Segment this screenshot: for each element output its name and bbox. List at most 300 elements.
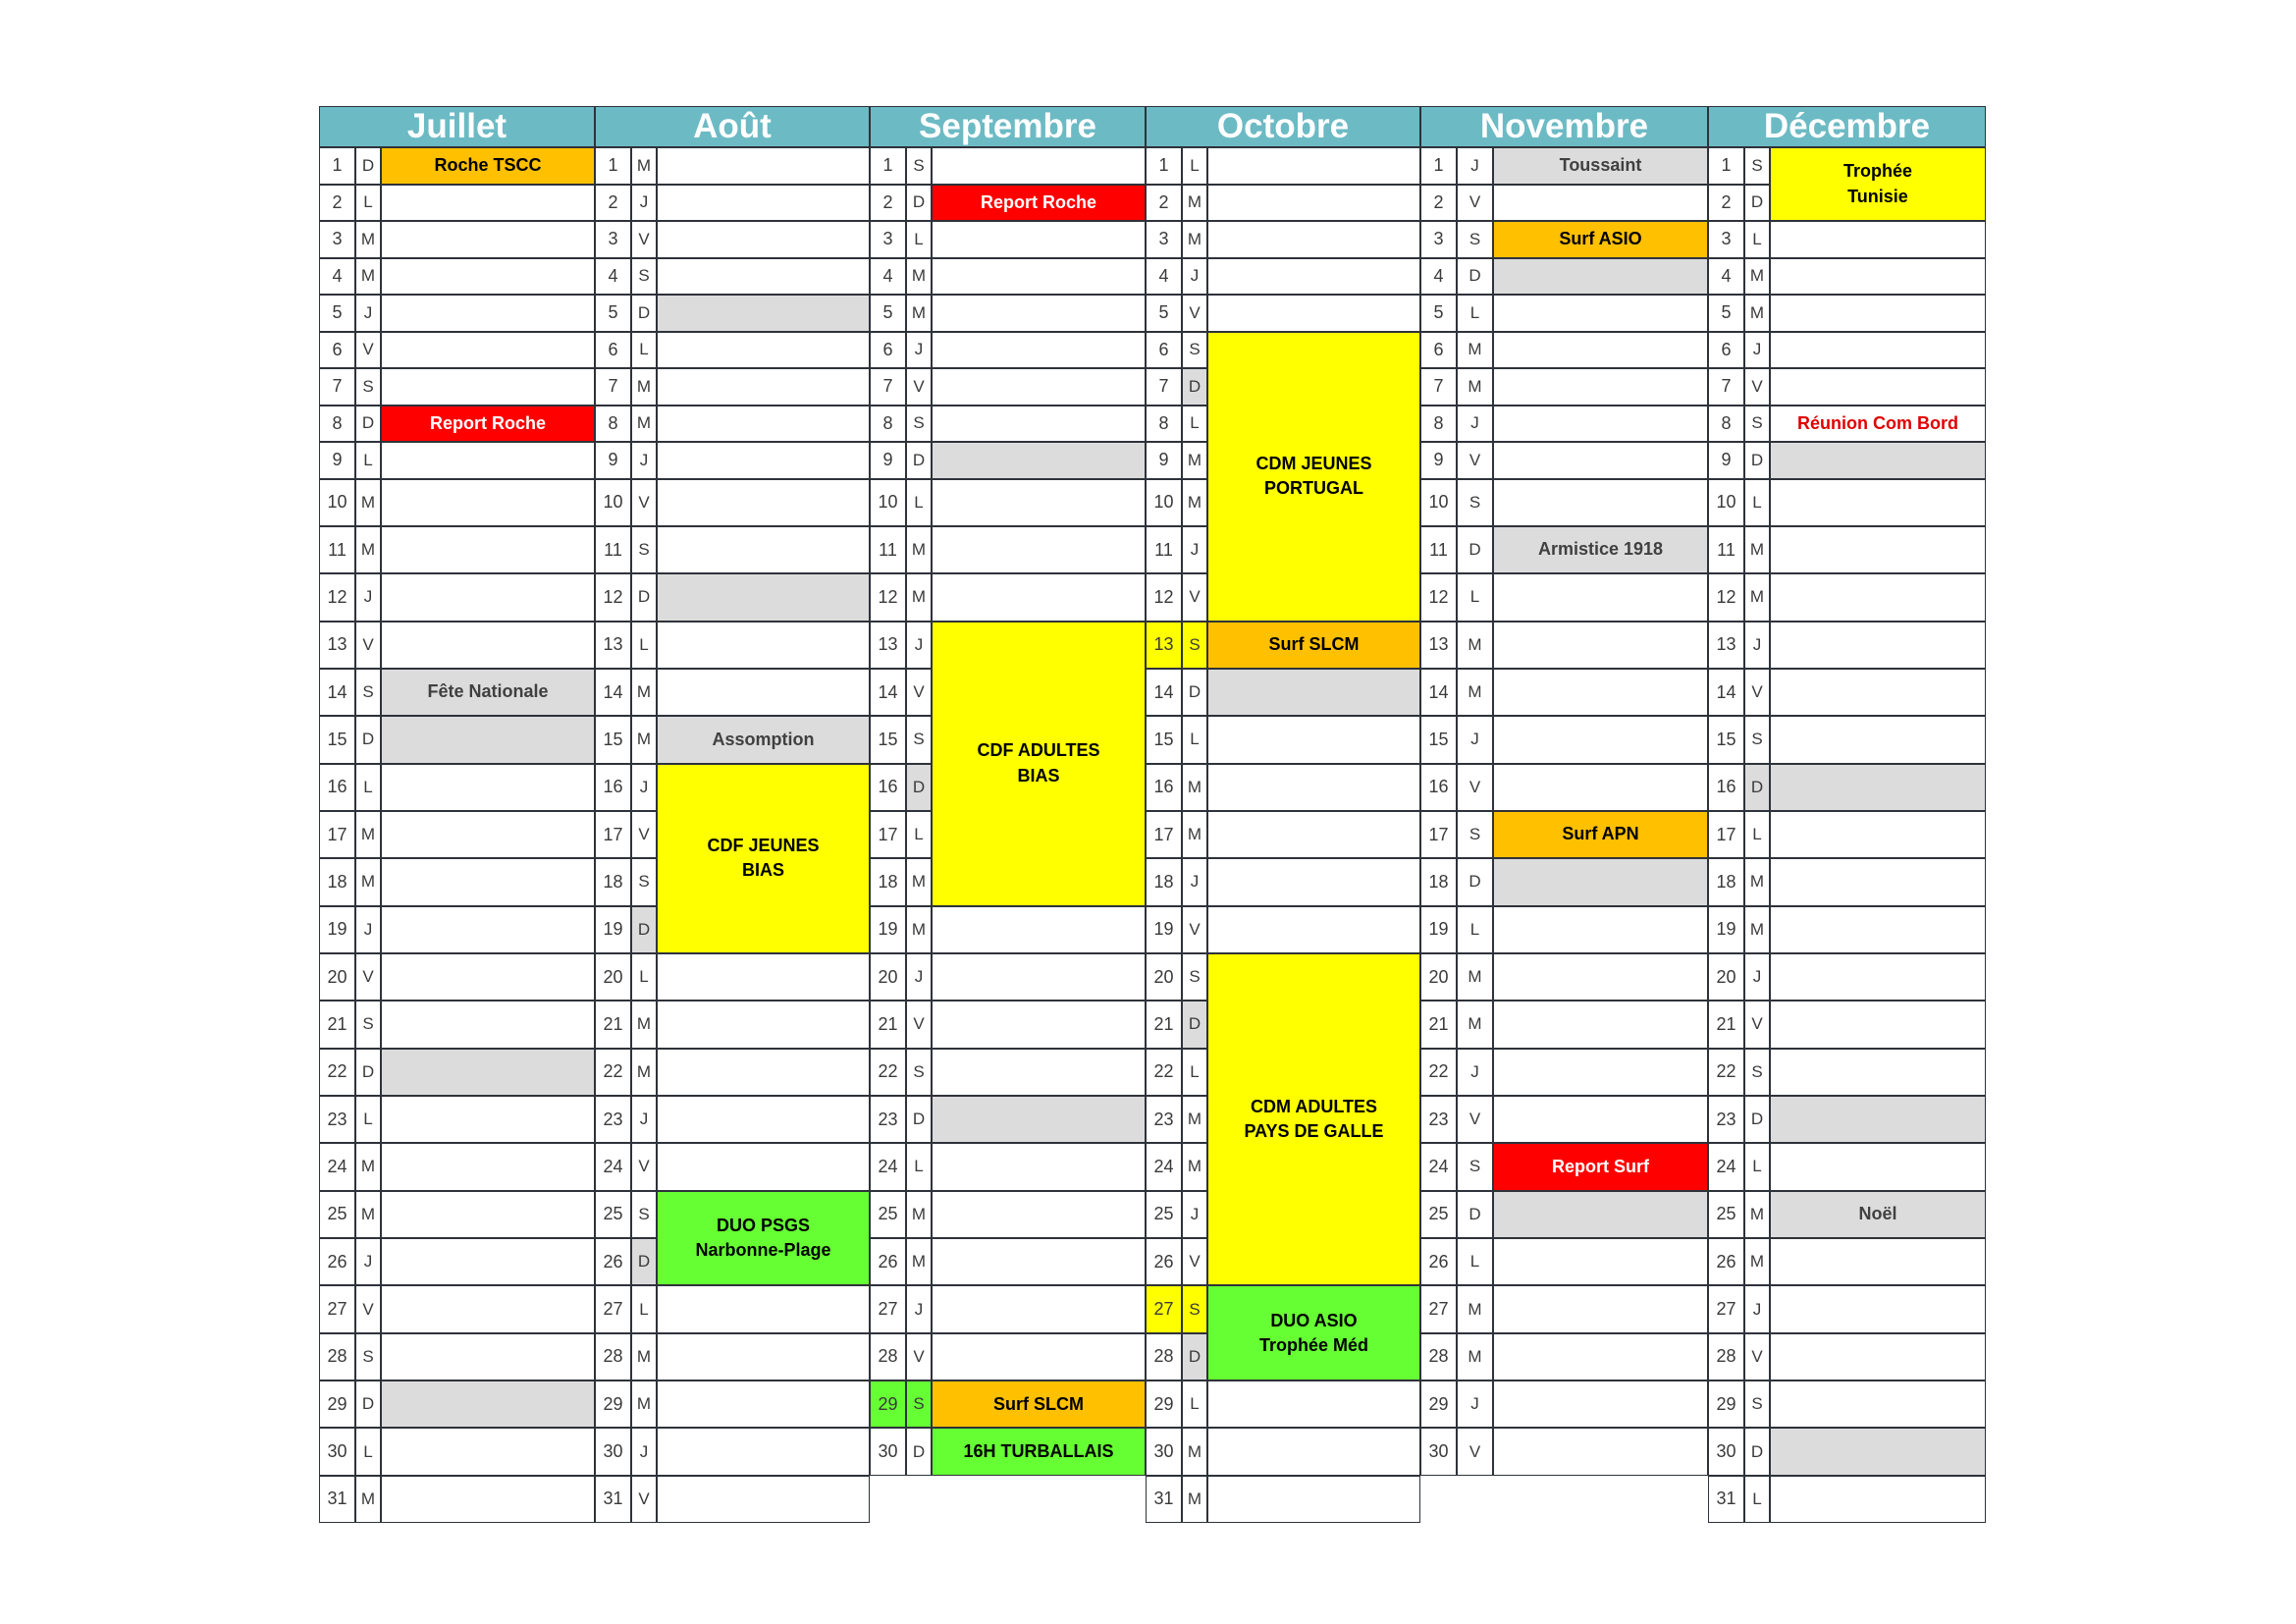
day-number: 10 <box>595 479 631 526</box>
day-number: 2 <box>1420 185 1457 222</box>
event-cell: CDM JEUNES PORTUGAL <box>1207 332 1420 622</box>
day-slot <box>381 185 595 222</box>
day-slot <box>1207 258 1420 296</box>
day-letter: S <box>631 258 657 296</box>
day-number: 18 <box>319 858 355 905</box>
day-slot <box>657 442 870 479</box>
day-number: 5 <box>595 295 631 332</box>
day-letter: D <box>631 1238 657 1285</box>
day-number: 11 <box>1146 526 1182 573</box>
day-number: 20 <box>1420 953 1457 1001</box>
day-letter: V <box>1457 185 1493 222</box>
day-letter: M <box>1182 1428 1207 1475</box>
day-slot <box>657 221 870 258</box>
day-letter: J <box>355 1238 381 1285</box>
day-letter: S <box>906 147 932 185</box>
day-letter: D <box>1182 669 1207 716</box>
day-letter: D <box>1744 1428 1770 1475</box>
day-letter: L <box>1182 716 1207 763</box>
day-number: 20 <box>595 953 631 1001</box>
day-letter: V <box>1457 1096 1493 1143</box>
day-slot <box>1493 1333 1708 1380</box>
day-slot <box>1770 1333 1986 1380</box>
day-number: 22 <box>1420 1049 1457 1096</box>
day-number: 20 <box>1708 953 1744 1001</box>
day-slot <box>1770 332 1986 369</box>
day-letter: M <box>1457 1285 1493 1332</box>
day-number: 23 <box>870 1096 906 1143</box>
day-number: 30 <box>870 1428 906 1475</box>
day-slot <box>932 906 1146 953</box>
event-cell: CDM ADULTES PAYS DE GALLE <box>1207 953 1420 1285</box>
day-letter: M <box>1744 258 1770 296</box>
day-number: 8 <box>1420 406 1457 443</box>
day-letter: M <box>1182 479 1207 526</box>
day-letter: V <box>355 332 381 369</box>
day-letter: M <box>1182 1476 1207 1523</box>
day-number: 13 <box>319 622 355 669</box>
day-letter: L <box>906 479 932 526</box>
day-slot <box>1770 1476 1986 1523</box>
event-cell: Assomption <box>657 716 870 763</box>
day-number: 24 <box>1420 1143 1457 1190</box>
day-number: 15 <box>1708 716 1744 763</box>
day-letter: D <box>355 1380 381 1428</box>
day-letter: M <box>631 1380 657 1428</box>
day-slot <box>381 953 595 1001</box>
day-number: 12 <box>1420 573 1457 621</box>
day-letter: M <box>906 906 932 953</box>
day-letter: S <box>1744 1380 1770 1428</box>
day-letter: S <box>355 1333 381 1380</box>
day-slot <box>381 1238 595 1285</box>
day-number: 4 <box>319 258 355 296</box>
day-slot <box>381 1285 595 1332</box>
day-slot <box>1493 1238 1708 1285</box>
day-slot <box>1770 1428 1986 1475</box>
day-number: 19 <box>1420 906 1457 953</box>
day-number: 16 <box>1420 764 1457 811</box>
day-number: 27 <box>1420 1285 1457 1332</box>
day-slot <box>381 1428 595 1475</box>
day-letter: J <box>631 185 657 222</box>
day-letter: M <box>1457 622 1493 669</box>
day-letter: J <box>1182 858 1207 905</box>
day-letter: L <box>1182 406 1207 443</box>
event-cell: Trophée Tunisie <box>1770 147 1986 221</box>
day-number: 28 <box>1708 1333 1744 1380</box>
day-number: 10 <box>870 479 906 526</box>
day-letter: V <box>1182 906 1207 953</box>
day-letter: M <box>1182 1096 1207 1143</box>
day-slot <box>932 368 1146 406</box>
day-slot <box>932 526 1146 573</box>
day-number: 17 <box>1146 811 1182 858</box>
day-letter: M <box>631 716 657 763</box>
event-cell: Report Surf <box>1493 1143 1708 1190</box>
event-cell: Surf SLCM <box>932 1380 1146 1428</box>
day-number: 8 <box>319 406 355 443</box>
day-slot <box>381 1333 595 1380</box>
day-number: 5 <box>319 295 355 332</box>
day-letter: M <box>355 811 381 858</box>
day-number: 7 <box>595 368 631 406</box>
day-number: 14 <box>1420 669 1457 716</box>
day-number: 3 <box>1708 221 1744 258</box>
day-slot <box>381 295 595 332</box>
day-number: 21 <box>1146 1001 1182 1048</box>
day-letter: S <box>1182 1285 1207 1332</box>
day-number: 13 <box>870 622 906 669</box>
day-letter: M <box>906 573 932 621</box>
day-number: 12 <box>595 573 631 621</box>
day-letter: V <box>1457 442 1493 479</box>
day-letter: V <box>906 1333 932 1380</box>
day-slot <box>657 1001 870 1048</box>
day-slot <box>1770 526 1986 573</box>
day-number: 4 <box>1708 258 1744 296</box>
day-slot <box>1770 1001 1986 1048</box>
day-number: 10 <box>319 479 355 526</box>
day-number: 2 <box>595 185 631 222</box>
event-cell: Surf ASIO <box>1493 221 1708 258</box>
day-number: 24 <box>870 1143 906 1190</box>
day-number: 25 <box>319 1191 355 1238</box>
day-letter: L <box>1182 147 1207 185</box>
day-number: 31 <box>319 1476 355 1523</box>
day-slot <box>932 1049 1146 1096</box>
day-letter: M <box>631 1333 657 1380</box>
event-cell: CDF ADULTES BIAS <box>932 622 1146 906</box>
day-letter: L <box>1457 573 1493 621</box>
day-number: 10 <box>1146 479 1182 526</box>
day-letter: D <box>355 1049 381 1096</box>
event-cell: DUO PSGS Narbonne-Plage <box>657 1191 870 1286</box>
day-number: 31 <box>1708 1476 1744 1523</box>
day-slot <box>657 1476 870 1523</box>
day-letter: L <box>1744 479 1770 526</box>
day-letter: J <box>1744 1285 1770 1332</box>
day-number: 17 <box>1420 811 1457 858</box>
day-letter: J <box>631 1096 657 1143</box>
day-number: 6 <box>1420 332 1457 369</box>
day-number: 26 <box>1708 1238 1744 1285</box>
day-number: 17 <box>595 811 631 858</box>
day-number: 1 <box>1420 147 1457 185</box>
day-slot <box>1493 1049 1708 1096</box>
day-number: 23 <box>1420 1096 1457 1143</box>
day-letter: M <box>355 1143 381 1190</box>
day-number: 3 <box>595 221 631 258</box>
day-slot <box>657 406 870 443</box>
day-letter: L <box>1744 1143 1770 1190</box>
day-slot <box>657 669 870 716</box>
day-letter: S <box>631 1191 657 1238</box>
day-number: 10 <box>1420 479 1457 526</box>
day-number: 27 <box>870 1285 906 1332</box>
day-letter: J <box>1457 406 1493 443</box>
day-letter: L <box>906 221 932 258</box>
day-number: 18 <box>1420 858 1457 905</box>
day-number: 12 <box>319 573 355 621</box>
day-slot <box>932 573 1146 621</box>
day-slot <box>932 953 1146 1001</box>
day-letter: D <box>1457 526 1493 573</box>
day-slot <box>1770 906 1986 953</box>
day-number: 7 <box>870 368 906 406</box>
day-slot <box>657 368 870 406</box>
day-letter: V <box>1182 573 1207 621</box>
day-number: 15 <box>319 716 355 763</box>
day-number: 26 <box>870 1238 906 1285</box>
day-slot <box>1493 332 1708 369</box>
day-slot <box>1770 1143 1986 1190</box>
day-letter: V <box>906 669 932 716</box>
day-letter: M <box>1182 442 1207 479</box>
day-slot <box>1207 858 1420 905</box>
day-slot <box>1770 573 1986 621</box>
day-slot <box>1493 1191 1708 1238</box>
day-slot <box>381 573 595 621</box>
day-letter: D <box>906 442 932 479</box>
day-number: 12 <box>1146 573 1182 621</box>
day-letter: D <box>1457 1191 1493 1238</box>
day-number: 19 <box>870 906 906 953</box>
day-slot <box>1493 953 1708 1001</box>
day-letter: V <box>631 1143 657 1190</box>
day-number: 20 <box>319 953 355 1001</box>
day-number: 5 <box>1420 295 1457 332</box>
day-letter: M <box>1182 1143 1207 1190</box>
event-cell: CDF JEUNES BIAS <box>657 764 870 953</box>
day-slot <box>657 479 870 526</box>
day-slot <box>1493 764 1708 811</box>
day-number: 16 <box>1708 764 1744 811</box>
day-number: 30 <box>1708 1428 1744 1475</box>
day-letter: V <box>1744 1001 1770 1048</box>
day-slot <box>1770 442 1986 479</box>
day-slot <box>381 258 595 296</box>
event-cell: Surf SLCM <box>1207 622 1420 669</box>
day-slot <box>1207 221 1420 258</box>
day-letter: D <box>1744 1096 1770 1143</box>
day-slot <box>932 258 1146 296</box>
day-number: 27 <box>1708 1285 1744 1332</box>
day-number: 16 <box>870 764 906 811</box>
day-letter: D <box>1182 1333 1207 1380</box>
day-number: 7 <box>319 368 355 406</box>
day-slot <box>1770 479 1986 526</box>
day-letter: D <box>1744 185 1770 222</box>
month-header: Juillet <box>319 106 595 147</box>
day-letter: S <box>1744 147 1770 185</box>
day-slot <box>657 332 870 369</box>
day-slot <box>932 1285 1146 1332</box>
day-slot <box>932 295 1146 332</box>
day-letter: M <box>1457 1001 1493 1048</box>
day-slot <box>381 1380 595 1428</box>
day-number: 5 <box>1708 295 1744 332</box>
day-letter: L <box>355 185 381 222</box>
day-slot <box>657 295 870 332</box>
day-slot <box>381 858 595 905</box>
day-letter: S <box>1182 953 1207 1001</box>
day-slot <box>657 526 870 573</box>
day-number: 11 <box>1708 526 1744 573</box>
day-number: 6 <box>595 332 631 369</box>
day-slot <box>381 332 595 369</box>
day-letter: S <box>355 368 381 406</box>
day-slot <box>1770 716 1986 763</box>
day-slot <box>657 1428 870 1475</box>
day-number: 18 <box>1708 858 1744 905</box>
day-letter: L <box>1744 1476 1770 1523</box>
day-slot <box>1770 858 1986 905</box>
day-letter: V <box>1744 1333 1770 1380</box>
day-number: 26 <box>1420 1238 1457 1285</box>
day-number: 24 <box>319 1143 355 1190</box>
day-slot <box>657 1333 870 1380</box>
day-letter: M <box>906 526 932 573</box>
day-number: 3 <box>1420 221 1457 258</box>
day-number: 3 <box>1146 221 1182 258</box>
day-number: 1 <box>870 147 906 185</box>
day-letter: L <box>906 811 932 858</box>
day-slot <box>657 1285 870 1332</box>
day-letter: D <box>631 906 657 953</box>
day-number: 13 <box>1420 622 1457 669</box>
day-slot <box>932 332 1146 369</box>
day-letter: M <box>906 1191 932 1238</box>
day-letter: S <box>1457 221 1493 258</box>
day-number: 16 <box>595 764 631 811</box>
day-letter: J <box>906 622 932 669</box>
day-letter: S <box>1457 811 1493 858</box>
day-letter: S <box>355 669 381 716</box>
day-slot <box>381 221 595 258</box>
day-number: 6 <box>870 332 906 369</box>
day-slot <box>1493 669 1708 716</box>
day-number: 24 <box>1708 1143 1744 1190</box>
day-number: 14 <box>595 669 631 716</box>
day-letter: M <box>631 1001 657 1048</box>
day-number: 28 <box>1146 1333 1182 1380</box>
day-number: 2 <box>1708 185 1744 222</box>
day-letter: D <box>355 147 381 185</box>
day-number: 8 <box>1146 406 1182 443</box>
day-number: 15 <box>870 716 906 763</box>
day-letter: J <box>631 764 657 811</box>
day-number: 29 <box>1146 1380 1182 1428</box>
event-cell: 16H TURBALLAIS <box>932 1428 1146 1475</box>
day-number: 9 <box>1420 442 1457 479</box>
day-number: 25 <box>1420 1191 1457 1238</box>
day-slot <box>657 1143 870 1190</box>
day-number: 31 <box>595 1476 631 1523</box>
day-letter: M <box>355 221 381 258</box>
day-letter: L <box>1457 295 1493 332</box>
day-letter: D <box>1744 442 1770 479</box>
day-number: 12 <box>870 573 906 621</box>
day-number: 13 <box>595 622 631 669</box>
day-letter: M <box>1457 332 1493 369</box>
day-slot <box>1770 669 1986 716</box>
day-number: 14 <box>1708 669 1744 716</box>
day-letter: J <box>1744 332 1770 369</box>
day-letter: M <box>1744 1238 1770 1285</box>
day-letter: J <box>906 332 932 369</box>
day-letter: L <box>631 1285 657 1332</box>
day-number: 23 <box>1146 1096 1182 1143</box>
day-number: 14 <box>319 669 355 716</box>
day-slot <box>1493 716 1708 763</box>
day-letter: L <box>355 1428 381 1475</box>
day-letter: V <box>906 368 932 406</box>
day-number: 2 <box>1146 185 1182 222</box>
day-number: 11 <box>595 526 631 573</box>
day-slot <box>1770 811 1986 858</box>
day-letter: V <box>631 1476 657 1523</box>
day-letter: V <box>631 221 657 258</box>
day-slot <box>1207 716 1420 763</box>
day-letter: M <box>1182 764 1207 811</box>
day-number: 25 <box>595 1191 631 1238</box>
day-letter: S <box>1744 1049 1770 1096</box>
day-letter: D <box>906 1428 932 1475</box>
day-number: 1 <box>1708 147 1744 185</box>
day-number: 13 <box>1146 622 1182 669</box>
day-slot <box>1493 1096 1708 1143</box>
day-letter: S <box>906 1049 932 1096</box>
day-slot <box>932 1238 1146 1285</box>
day-slot <box>1493 185 1708 222</box>
day-letter: J <box>1182 258 1207 296</box>
day-number: 5 <box>1146 295 1182 332</box>
day-number: 11 <box>319 526 355 573</box>
day-slot <box>1493 1428 1708 1475</box>
day-letter: M <box>906 295 932 332</box>
day-letter: D <box>1457 258 1493 296</box>
day-number: 26 <box>1146 1238 1182 1285</box>
day-slot <box>932 1333 1146 1380</box>
day-slot <box>932 147 1146 185</box>
day-letter: M <box>906 1238 932 1285</box>
event-cell: Report Roche <box>381 406 595 443</box>
day-letter: M <box>1744 526 1770 573</box>
day-slot <box>657 258 870 296</box>
day-number: 18 <box>595 858 631 905</box>
day-number: 21 <box>319 1001 355 1048</box>
day-number: 30 <box>595 1428 631 1475</box>
day-slot <box>657 1049 870 1096</box>
day-letter: M <box>1182 811 1207 858</box>
day-slot <box>932 1191 1146 1238</box>
day-letter: V <box>1182 295 1207 332</box>
day-slot <box>932 406 1146 443</box>
day-slot <box>1770 295 1986 332</box>
month-header: Novembre <box>1420 106 1708 147</box>
day-number: 29 <box>595 1380 631 1428</box>
day-letter: M <box>631 1049 657 1096</box>
day-letter: V <box>631 479 657 526</box>
day-letter: V <box>1744 669 1770 716</box>
day-slot <box>381 716 595 763</box>
day-number: 21 <box>595 1001 631 1048</box>
day-letter: D <box>631 573 657 621</box>
day-slot <box>1207 147 1420 185</box>
day-number: 6 <box>1146 332 1182 369</box>
day-number: 21 <box>1420 1001 1457 1048</box>
